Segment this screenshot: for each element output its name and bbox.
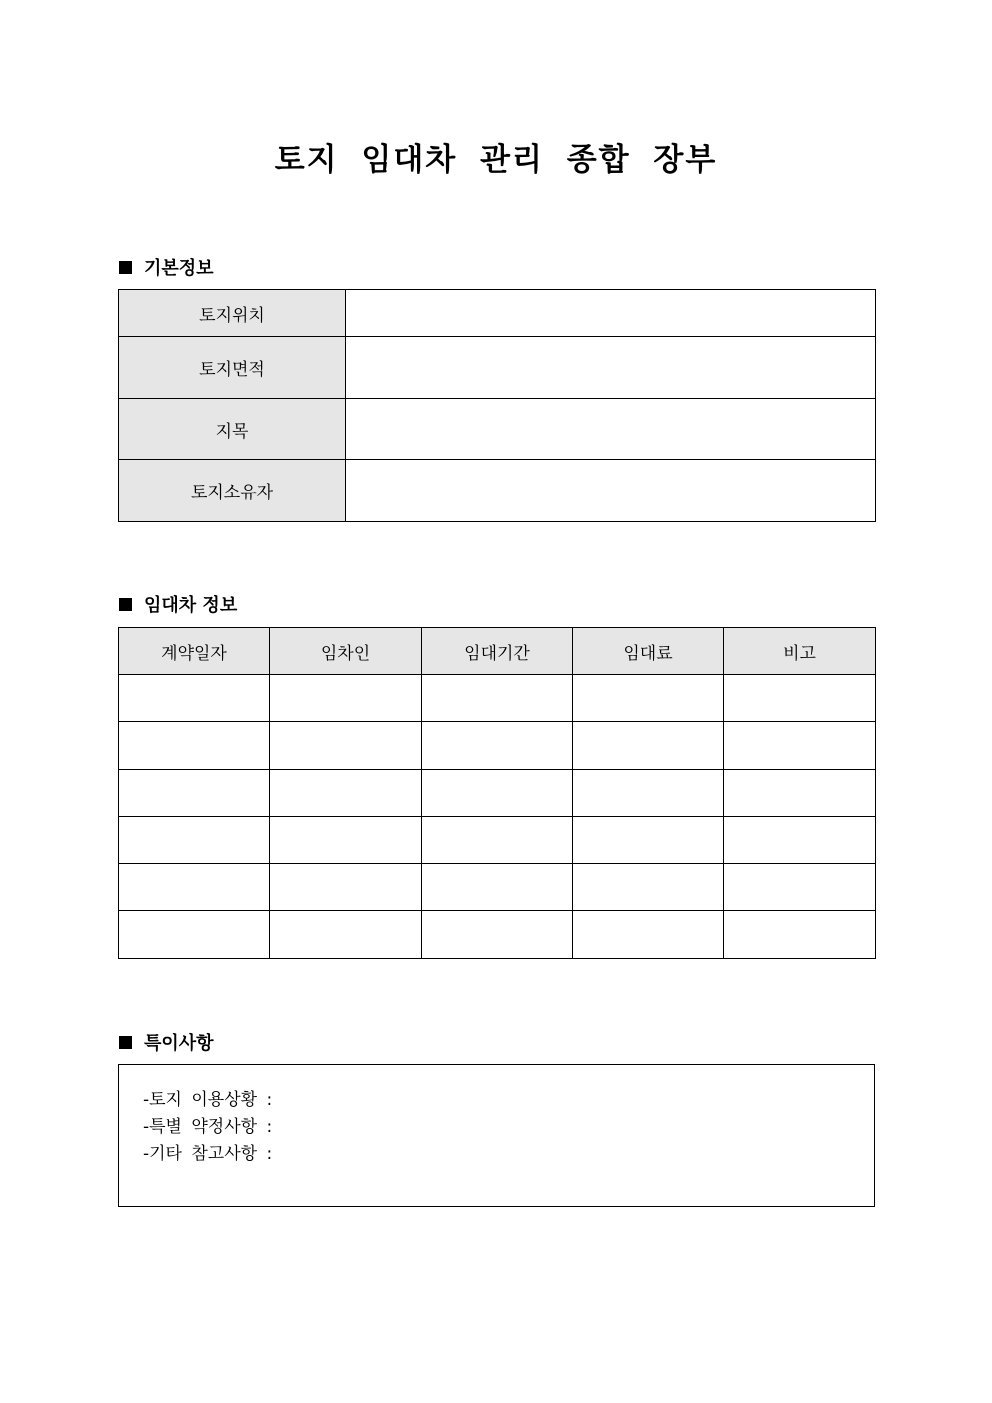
table-row [119, 722, 876, 770]
table-row [119, 911, 876, 959]
table-cell[interactable] [119, 817, 270, 864]
table-cell[interactable] [573, 817, 724, 864]
table-row [119, 864, 876, 911]
column-header-lessee: 임차인 [270, 628, 422, 675]
land-area-field[interactable] [346, 337, 876, 399]
table-row [119, 770, 876, 817]
table-cell[interactable] [724, 675, 876, 722]
label-cell: 토지소유자 [119, 460, 346, 522]
table-cell[interactable] [422, 675, 573, 722]
remark-special-terms: -특별 약정사항 : [143, 1117, 273, 1137]
section-heading-lease-info [119, 591, 237, 617]
table-cell[interactable] [270, 817, 422, 864]
table-cell[interactable] [724, 864, 876, 911]
table-cell[interactable] [724, 722, 876, 770]
column-header-rent: 임대료 [573, 628, 724, 675]
table-cell[interactable] [724, 911, 876, 959]
document-title: 토지 임대차 관리 종합 장부 [274, 142, 718, 178]
table-cell[interactable] [422, 817, 573, 864]
basic-info-table [118, 289, 876, 522]
section-heading-label: 기본정보 [144, 258, 214, 279]
table-row [119, 337, 876, 399]
table-row [119, 460, 876, 522]
table-cell[interactable] [422, 864, 573, 911]
table-cell[interactable] [270, 864, 422, 911]
table-header-row [119, 628, 876, 675]
table-cell[interactable] [422, 911, 573, 959]
table-cell[interactable] [270, 770, 422, 817]
section-heading-remarks [119, 1029, 214, 1055]
table-cell[interactable] [270, 722, 422, 770]
remark-land-usage: -토지 이용상황 : [143, 1090, 273, 1110]
table-cell[interactable] [119, 864, 270, 911]
table-cell[interactable] [422, 722, 573, 770]
table-row [119, 675, 876, 722]
table-cell[interactable] [573, 864, 724, 911]
label-cell: 토지면적 [119, 337, 346, 399]
table-row [119, 817, 876, 864]
lease-info-table [118, 627, 876, 959]
square-bullet-icon [119, 261, 132, 274]
remarks-box[interactable] [118, 1064, 875, 1207]
section-heading-label: 임대차 정보 [144, 595, 238, 616]
table-row [119, 399, 876, 460]
square-bullet-icon [119, 1036, 132, 1049]
section-heading-label: 특이사항 [144, 1033, 214, 1054]
table-cell[interactable] [270, 675, 422, 722]
table-cell[interactable] [724, 817, 876, 864]
land-location-field[interactable] [346, 290, 876, 337]
table-cell[interactable] [119, 722, 270, 770]
column-header-contract-date: 계약일자 [119, 628, 270, 675]
land-owner-field[interactable] [346, 460, 876, 522]
table-cell[interactable] [573, 770, 724, 817]
column-header-remarks: 비고 [724, 628, 876, 675]
table-cell[interactable] [422, 770, 573, 817]
table-cell[interactable] [119, 675, 270, 722]
label-cell: 토지위치 [119, 290, 346, 337]
table-cell[interactable] [724, 770, 876, 817]
table-cell[interactable] [119, 911, 270, 959]
land-category-field[interactable] [346, 399, 876, 460]
table-row [119, 290, 876, 337]
label-cell: 지목 [119, 399, 346, 460]
table-cell[interactable] [573, 675, 724, 722]
table-cell[interactable] [270, 911, 422, 959]
table-cell[interactable] [119, 770, 270, 817]
section-heading-basic-info [119, 254, 214, 280]
square-bullet-icon [119, 598, 132, 611]
remark-other-notes: -기타 참고사항 : [143, 1144, 273, 1164]
column-header-lease-period: 임대기간 [422, 628, 573, 675]
table-cell[interactable] [573, 911, 724, 959]
table-cell[interactable] [573, 722, 724, 770]
